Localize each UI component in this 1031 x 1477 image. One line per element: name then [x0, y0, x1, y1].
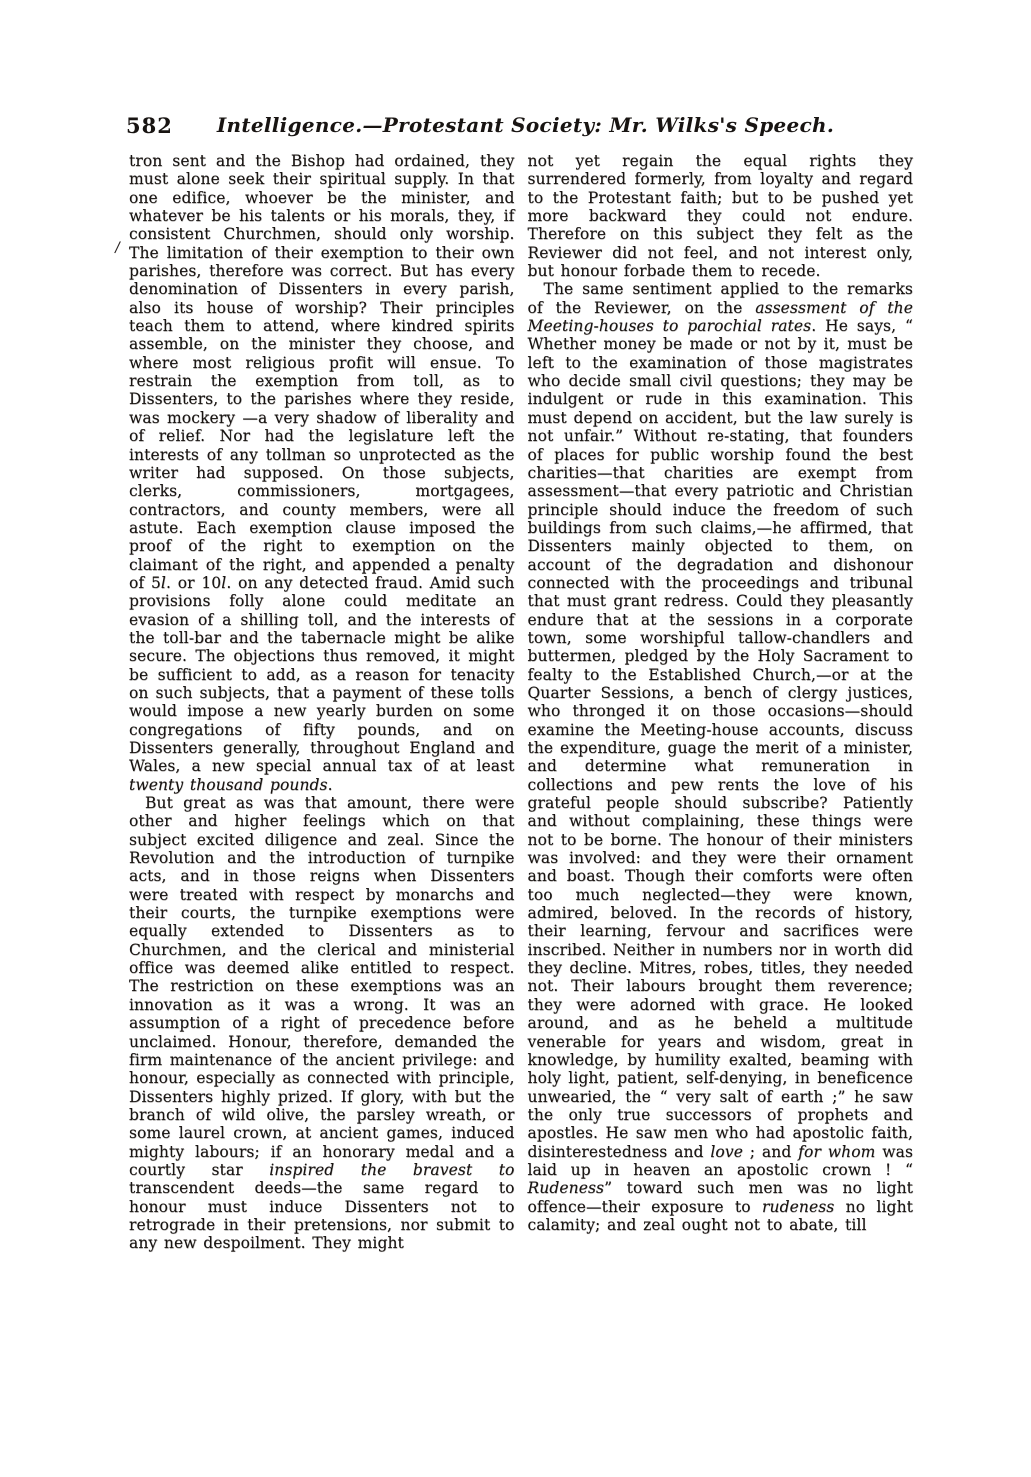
- scan-artifact-mark: /: [113, 237, 122, 257]
- paragraph: tron sent and the Bishop had ordained, they must alone seek their spiritual supply. In that one edifice, whoever be the minister, and whatever be his talents or his morals, they, if consistent Churchmen, should only worship. The limitation of their exemption to their own parishes, therefore was correct. But has every denomination of Dissenters in every parish, also its house of worship? Their principles teach them to attend, where kindred spirits assemble, on the minister they choose, and where most religious profit will ensue. To restrain the exemption from toll, as to Dissenters, to the parishes where they reside, was mockery —a very shadow of liberality and of relief. Nor had the legislature left the interests of any tollman so unprotected as the writer had supposed. On those subjects, clerks, commissioners, mortgagees, contractors, and county members, were all astute. Each exemption clause imposed the proof of the right to exemption on the claimant of the right, and appended a penalty of 5l. or 10l. on any detected fraud. Amid such provisions folly alone could meditate an evasion of a shilling toll, and the interests of the toll-bar and the tabernacle might be alike secure. The objections thus removed, it might be sufficient to add, as a reason for tenacity on such subjects, that a payment of these tolls would impose a new yearly burden on some congregations of fifty pounds, and on Dissenters generally, throughout England and Wales, a new special annual tax of at least twenty thousand pounds.: [129, 152, 515, 794]
- page-number: 582: [126, 113, 173, 138]
- right-column: [528, 152, 914, 1253]
- left-column: [129, 152, 515, 1253]
- text-columns: [129, 152, 913, 1253]
- paragraph: But great as was that amount, there were other and higher feelings which on that subject excited diligence and zeal. Since the Revolution and the introduction of turnpike acts, and in those reigns when Dissenters were treated with respect by monarchs and their courts, the turnpike exemptions were equally extended to Dissenters as to Churchmen, and the clerical and ministerial office was deemed alike entitled to respect. The restriction on these exemptions was an innovation as it was a wrong. It was an assumption of a right of precedence before unclaimed. Honour, therefore, demanded the firm maintenance of the ancient privilege: and honour, especially as connected with principle, Dissenters highly prized. If glory, with but the branch of wild olive, the parsley wreath, or some laurel crown, at ancient games, induced mighty labours; if an honorary medal and a courtly star inspired the bravest to transcendent deeds—the same regard to honour must induce Dissenters not to retrograde in their pretensions, nor submit to any new despoilment. They might: [129, 794, 515, 1253]
- paragraph: not yet regain the equal rights they surrendered formerly, from loyalty and regard to the Protestant faith; but to be pushed yet more backward they could not endure. Therefore on this subject they felt as the Reviewer did not feel, and not interest only, but honour forbade them to recede.: [527, 152, 913, 281]
- paragraph: The same sentiment applied to the remarks of the Reviewer, on the assessment of the Meeting-houses to parochial rates. He says, “ Whether money be made or not by it, must be left to the examination of those magistrates who decide small civil questions; they may be indulgent or rude in this examination. This must depend on accident, but the law surely is not unfair.” Without re-stating, that founders of places for public worship found the best charities—that charities are exempt from assessment—that every patriotic and Christian principle should induce the freedom of such buildings from such claims,—he affirmed, that Dissenters mainly objected to them, on account of the degradation and dishonour connected with the proceedings and tribunal that must grant redress. Could they pleasantly endure that at the sessions in a corporate town, some worshipful tallow-chandlers and buttermen, pledged by the Holy Sacrament to fealty to the Established Church,—or at the Quarter Sessions, a bench of clergy justices, who thronged it on those occasions—should examine the Meeting-house accounts, discuss the expenditure, guage the merit of a minister, and determine what remuneration in collections and pew rents the love of his grateful people should subscribe? Patiently and without complaining, these things were not to be borne. The honour of their ministers was involved: and they were their ornament and boast. Though their comforts were often too much neglected—they were known, admired, beloved. In the records of history, their learning, fervour and sacrifices were inscribed. Neither in numbers nor in worth did they decline. Mitres, robes, titles, they needed not. Their labours brought them reverence; they were adorned with grace. He looked around, and as he beheld a multitude venerable for years and wisdom, great in knowledge, by humility exalted, beaming with holy light, patient, self-denying, in beneficence unwearied, the “ very salt of earth ;” he saw the only true successors of prophets and apostles. He saw men who had apostolic faith, disinterestedness and love ; and for whom was laid up in heaven an apostolic crown ! “ Rudeness” toward such men was no light offence—their exposure to rudeness no light calamity; and zeal ought not to abate, till: [527, 280, 914, 1234]
- page-header: [0, 113, 1031, 147]
- running-title: Intelligence.—Protestant Society: Mr. Wilks's Speech.: [216, 113, 835, 137]
